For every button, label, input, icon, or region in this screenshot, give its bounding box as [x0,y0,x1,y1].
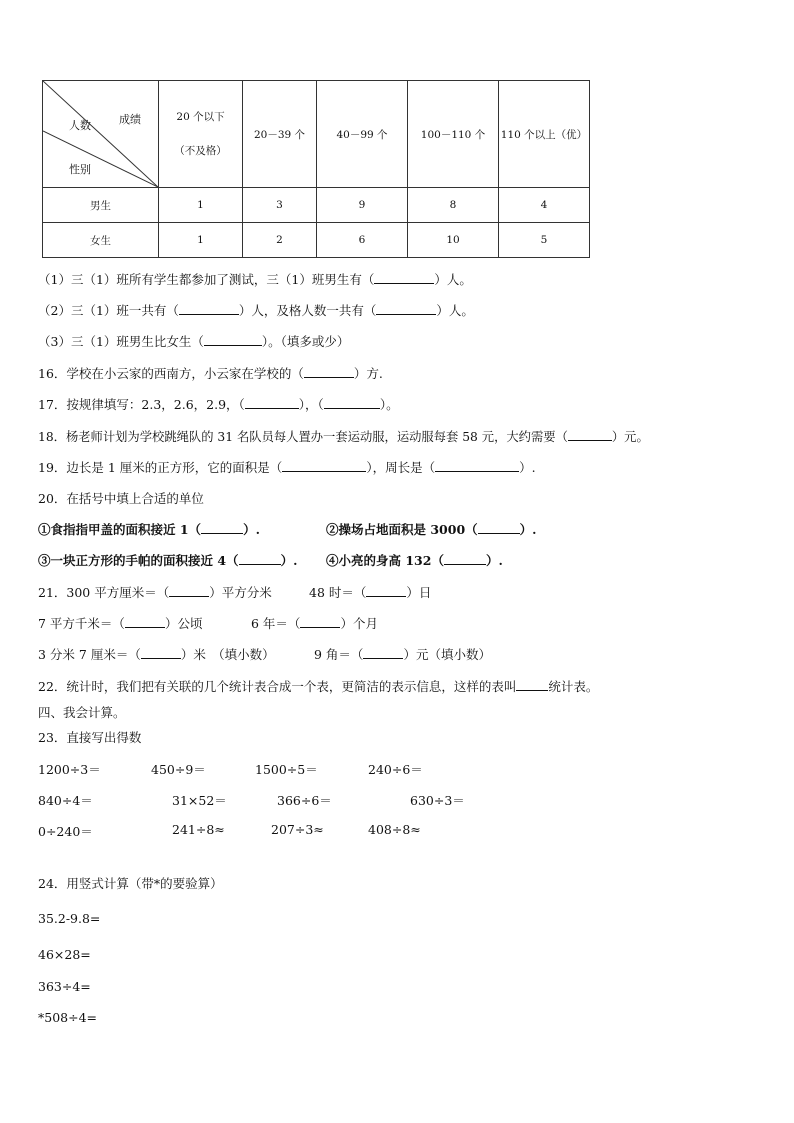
question-23-title: 23．直接写出得数 [38,730,142,745]
table-cell: 4 [499,188,590,223]
header-score-label: 成绩 [119,113,141,126]
vertical-calc-item: 46×28= [38,947,91,962]
q21-item-e: 3 分米 7 厘米＝（ ）米 （填小数） [38,647,275,662]
answer-blank[interactable] [516,678,548,691]
answer-blank[interactable] [324,396,380,409]
table-row [43,223,590,258]
answer-blank[interactable] [478,521,520,534]
calc-item: 450÷9＝ [151,762,206,777]
header-gender-label: 性别 [69,163,91,176]
question-22: 22．统计时，我们把有关联的几个统计表合成一个表，更简洁的表示信息，这样的表叫 统计表。 [38,679,599,694]
table-cell: 8 [408,188,499,223]
q20-item-3: ③一块正方形的手帕的面积接近 4（ ）. [38,553,298,568]
table-cell: 1 [159,223,243,258]
statistics-table [42,80,590,258]
header-col-5: 110 个以上（优） [499,81,590,188]
q21-item-a: 21．300 平方厘米＝（ ）平方分米 [38,585,272,600]
table-cell: 2 [243,223,317,258]
question-18: 18．杨老师计划为学校跳绳队的 31 名队员每人置办一套运动服，运动服每套 58 元，大约需要（ ）元。 [38,430,649,444]
answer-blank[interactable] [376,302,436,315]
diagonal-header-cell [43,81,159,188]
header-col-4: 100－110 个 [408,81,499,188]
q21-item-c: 7 平方千米＝（ ）公顷 [38,616,203,631]
header-col-1-line1: 20 个以下 [176,111,225,123]
answer-blank[interactable] [568,428,612,441]
table-cell: 9 [317,188,408,223]
answer-blank[interactable] [366,584,406,597]
calc-item: 241÷8≈ [172,822,225,837]
calc-item: 0÷240＝ [38,824,93,839]
calc-item: 31×52＝ [172,793,227,808]
answer-blank[interactable] [245,396,299,409]
table-cell: 5 [499,223,590,258]
answer-blank[interactable] [204,333,262,346]
q20-item-1: ①食指指甲盖的面积接近 1（ ）. [38,522,260,537]
row-label-girls: 女生 [43,223,159,258]
q21-item-f: 9 角＝（ ）元（填小数） [314,647,491,662]
answer-blank[interactable] [282,459,366,472]
q15-part2: （2）三（1）班一共有（ ）人，及格人数一共有（ ）人。 [38,303,474,318]
table-cell: 6 [317,223,408,258]
q15-part3: （3）三（1）班男生比女生（ ）。（填多或少） [38,334,350,349]
q21-item-d: 6 年＝（ ）个月 [251,616,378,631]
answer-blank[interactable] [363,646,403,659]
q20-item-4: ④小亮的身高 132（ ）. [326,553,503,568]
calc-item: 366÷6＝ [277,793,332,808]
vertical-calc-item: 363÷4= [38,979,91,994]
q20-item-2: ②操场占地面积是 3000（ ）. [326,522,537,537]
table-header-row [43,81,590,188]
header-col-3: 40－99 个 [317,81,408,188]
table-row [43,188,590,223]
vertical-calc-item: 35.2-9.8= [38,911,101,926]
question-16: 16．学校在小云家的西南方，小云家在学校的（ ）方. [38,366,383,381]
answer-blank[interactable] [300,615,340,628]
answer-blank[interactable] [141,646,181,659]
calc-item: 240÷6＝ [368,762,423,777]
calc-item: 1500÷5＝ [255,762,318,777]
calc-item: 840÷4＝ [38,793,93,808]
answer-blank[interactable] [125,615,165,628]
answer-blank[interactable] [435,459,519,472]
calc-item: 630÷3＝ [410,793,465,808]
header-col-2: 20－39 个 [243,81,317,188]
q15-part1: （1）三（1）班所有学生都参加了测试，三（1）班男生有（ ）人。 [38,272,472,287]
table-cell: 3 [243,188,317,223]
table-cell: 1 [159,188,243,223]
row-label-boys: 男生 [43,188,159,223]
question-19: 19．边长是 1 厘米的正方形，它的面积是（ ），周长是（ ）. [38,460,536,475]
answer-blank[interactable] [304,365,354,378]
question-17: 17．按规律填写：2.3，2.6，2.9，（ ），（ ）。 [38,397,399,412]
q21-item-b: 48 时＝（ ）日 [309,585,432,600]
question-20-title: 20．在括号中填上合适的单位 [38,491,204,506]
header-col-1 [159,81,243,188]
diagonal-lines [43,81,158,187]
answer-blank[interactable] [239,552,281,565]
section-heading: 四、我会计算。 [38,705,126,720]
answer-blank[interactable] [444,552,486,565]
answer-blank[interactable] [201,521,243,534]
calc-item: 408÷8≈ [368,822,421,837]
answer-blank[interactable] [169,584,209,597]
calc-item: 1200÷3＝ [38,762,101,777]
question-24-title: 24．用竖式计算（带*的要验算） [38,876,223,891]
answer-blank[interactable] [179,302,239,315]
calc-item: 207÷3≈ [271,822,324,837]
header-count-label: 人数 [69,119,91,132]
vertical-calc-item: *508÷4= [38,1010,98,1025]
header-col-1-line2: （不及格） [174,145,227,157]
table-cell: 10 [408,223,499,258]
answer-blank[interactable] [374,271,434,284]
